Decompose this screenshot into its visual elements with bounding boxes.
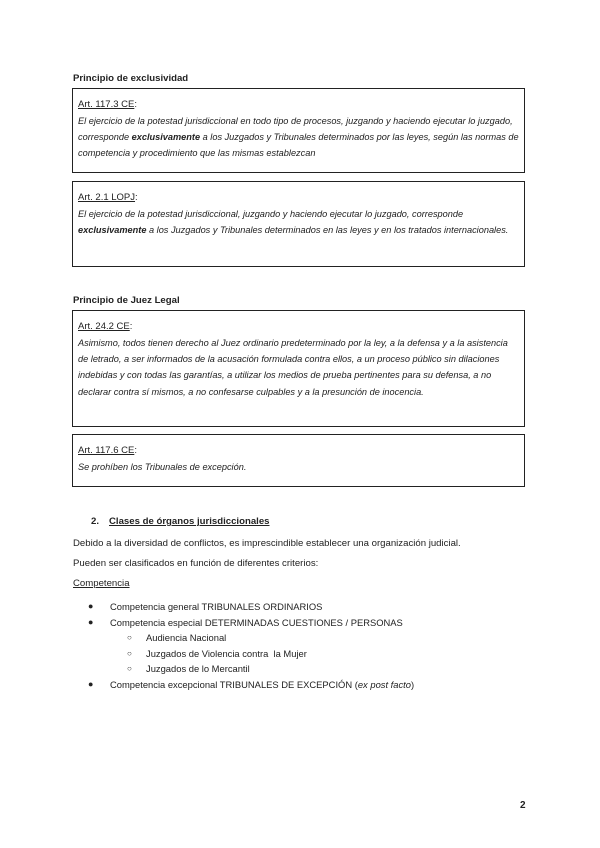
text-part: a los Juzgados y Tribunales determinados en las leyes y en los tratados internacionales. — [146, 225, 509, 236]
article-reference — [78, 443, 519, 458]
article-text — [78, 113, 519, 162]
paragraph: Debido a la diversidad de conflictos, es imprescindible establecer una organización judicial. — [73, 538, 461, 549]
list-item-text: Competencia especial DETERMINADAS CUESTIONES / PERSONAS — [110, 616, 403, 628]
section-title — [91, 516, 270, 527]
list-item-text: ) — [411, 678, 415, 690]
emphasis: exclusivamente — [78, 225, 147, 236]
colon: : — [135, 192, 138, 203]
bullet-icon: ● — [88, 678, 94, 689]
list-item-text: Competencia excepcional TRIBUNALES DE EXCEPCIÓN ( — [110, 678, 358, 690]
article-link[interactable]: Art. 117.3 CE — [78, 99, 135, 110]
text-part: a los Juzgados y Tribunales determinados por las leyes, según las normas de competencia y procedimiento que las mismas establezcan — [78, 132, 519, 159]
article-text: Asimismo, todos tienen derecho al Juez ordinario predeterminado por la ley, a la defensa y a la asistencia de letrado, a ser informados de la acusación formulada contra ellos, a un proceso público sin dilaciones indebidas y con todas las garantías, a utilizar los medios de prueba pertinentes para su defensa, a no declarar contra sí mismos, a no confesarse culpables y a la presunción de inocencia. — [78, 338, 508, 397]
section-number: 2. — [91, 516, 100, 527]
colon: : — [134, 99, 137, 110]
sub-list-item — [88, 646, 414, 662]
circle-bullet-icon: ○ — [127, 648, 132, 658]
italic-text: ex post facto — [357, 678, 411, 690]
colon: : — [129, 321, 133, 332]
page-number: 2 — [520, 800, 526, 811]
list-item-text: Competencia general TRIBUNALES ORDINARIOS — [110, 601, 323, 612]
article-reference — [78, 97, 519, 112]
subheading-competencia: Competencia — [73, 578, 130, 589]
paragraph: Pueden ser clasificados en función de diferentes criterios: — [73, 558, 319, 569]
list-item-text: Audiencia Nacional — [146, 632, 227, 643]
list-item-text: Juzgados de lo Mercantil — [146, 663, 250, 674]
bullet-icon: ● — [88, 601, 94, 611]
list-item — [88, 599, 414, 615]
quote-box-art-117-3 — [72, 88, 525, 173]
list-item-text: Juzgados de Violencia contra la Mujer — [146, 647, 307, 659]
text-part: El ejercicio de la potestad jurisdiccional, juzgando y haciendo ejecutar lo juzgado, corresponde — [78, 209, 464, 219]
competencia-list — [88, 599, 414, 692]
text-part: El ejercicio de la potestad jurisdiccional en todo tipo de procesos, juzgando y haciendo ejecutar lo juzgado, corresponde — [78, 116, 513, 143]
heading-juez-legal: Principio de Juez Legal — [73, 295, 180, 306]
article-reference — [78, 190, 519, 205]
quote-box-art-117-6 — [72, 434, 525, 487]
quote-box-art-2-1-lopj — [72, 181, 525, 267]
circle-bullet-icon: ○ — [127, 633, 132, 642]
colon: : — [134, 445, 137, 456]
list-item — [88, 615, 414, 631]
article-reference — [78, 319, 519, 334]
section-title-text: Clases de órganos jurisdiccionales — [109, 516, 270, 527]
article-text: Se prohíben los Tribunales de excepción. — [78, 462, 247, 472]
article-text — [78, 206, 519, 238]
circle-bullet-icon: ○ — [127, 664, 132, 673]
bullet-icon: ● — [88, 616, 94, 627]
sub-list-item — [88, 661, 414, 677]
article-link[interactable]: Art. 24.2 CE — [78, 321, 130, 332]
heading-exclusividad: Principio de exclusividad — [73, 73, 189, 84]
list-item — [88, 677, 414, 693]
sub-list-item — [88, 630, 414, 646]
article-link[interactable]: Art. 117.6 CE — [78, 445, 135, 456]
emphasis: exclusivamente — [131, 132, 201, 143]
article-link[interactable]: Art. 2.1 LOPJ — [78, 192, 136, 203]
quote-box-art-24-2 — [72, 310, 525, 427]
